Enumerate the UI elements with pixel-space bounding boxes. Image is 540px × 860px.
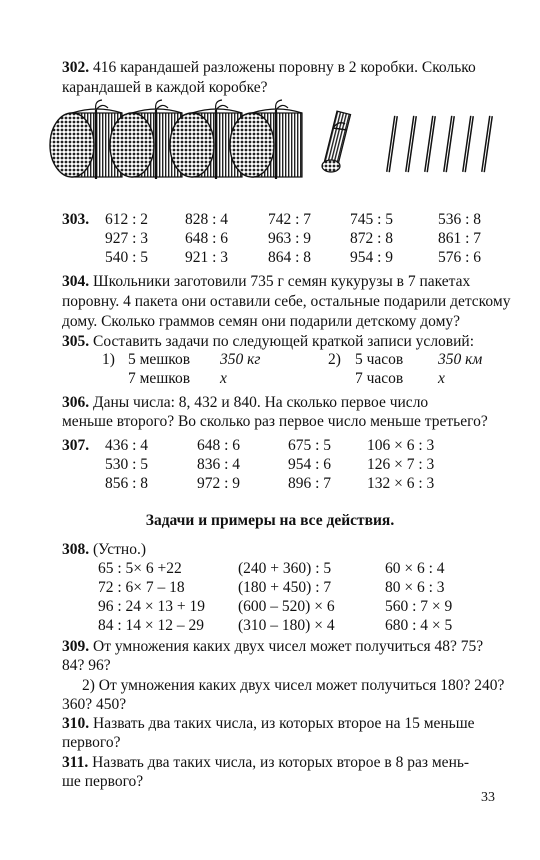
p303-cell: 872 : 8 xyxy=(350,230,394,247)
p307-cell: 648 : 6 xyxy=(197,437,241,454)
problem-number: 311. xyxy=(62,754,89,771)
bundle-face xyxy=(170,113,214,177)
p305-item1-r2b: x xyxy=(220,370,227,387)
problem-number: 310. xyxy=(62,715,90,732)
problem-text: Назвать два таких числа, из которых второе в 8 раз мень- xyxy=(92,754,470,771)
p307-cell: 954 : 6 xyxy=(288,456,332,473)
bundle-face xyxy=(110,113,154,177)
single-pencil-highlight xyxy=(445,116,453,172)
p308-cell: 680 : 4 × 5 xyxy=(385,617,453,634)
pencil-bundle xyxy=(230,100,302,179)
p307-cell: 436 : 4 xyxy=(105,437,149,454)
p305-marker-1: 1) xyxy=(102,351,115,368)
bundle-knot xyxy=(156,100,168,110)
p307-cell: 896 : 7 xyxy=(288,475,332,492)
p307-cell: 675 : 5 xyxy=(288,437,332,454)
problem-303-number: 303. xyxy=(62,211,90,228)
problem-308-line1 xyxy=(62,540,146,559)
problem-311-line1 xyxy=(62,753,469,772)
p307-cell: 972 : 9 xyxy=(197,475,241,492)
p303-cell: 954 : 9 xyxy=(350,249,394,266)
problem-305-line1 xyxy=(62,332,474,351)
p303-cell: 536 : 8 xyxy=(438,211,482,228)
problem-label: (Устно.) xyxy=(93,541,147,558)
p303-cell: 742 : 7 xyxy=(268,211,312,228)
problem-number: 302. xyxy=(62,59,90,76)
single-pencil-highlight xyxy=(464,116,472,172)
p305-item1-r2a: 7 мешков xyxy=(128,370,191,387)
p308-cell: (310 – 180) × 4 xyxy=(238,617,335,634)
problem-304-line1 xyxy=(62,272,470,291)
problem-309-line3: 2) От умножения каких двух чисел может получиться 180? 240? xyxy=(82,677,505,694)
single-pencil-highlight xyxy=(388,116,396,172)
p303-cell: 612 : 2 xyxy=(105,211,149,228)
problem-number: 305. xyxy=(62,333,90,350)
p305-item2-r2b: x xyxy=(438,370,445,387)
p305-item2-r1b: 350 км xyxy=(438,351,483,368)
single-pencil-highlight xyxy=(483,116,491,172)
problem-text: Школьники заготовили 735 г семян кукурузы в 7 пакетах xyxy=(93,273,471,290)
problem-309-line4: 360? 450? xyxy=(62,696,127,713)
problem-304-line2: поровну. 4 пакета они оставили себе, остальные подарили детскому xyxy=(62,293,511,310)
problem-number: 306. xyxy=(62,394,90,411)
problem-310-line1 xyxy=(62,714,475,733)
p303-cell: 921 : 3 xyxy=(185,249,229,266)
problem-304-line3: дому. Сколько граммов семян они подарили детскому дому? xyxy=(62,313,461,330)
p303-cell: 648 : 6 xyxy=(185,230,229,247)
single-pencil-highlight xyxy=(407,116,415,172)
p307-cell: 106 × 6 : 3 xyxy=(367,437,435,454)
p308-cell: 560 : 7 × 9 xyxy=(385,598,453,615)
p308-cell: 84 : 14 × 12 – 29 xyxy=(98,617,205,634)
problem-306-line2: меньше второго? Во сколько раз первое число меньше третьего? xyxy=(62,413,488,430)
problem-306-line1 xyxy=(62,393,428,412)
p308-cell: 60 × 6 : 4 xyxy=(385,560,445,577)
p303-cell: 864 : 8 xyxy=(268,249,312,266)
problem-number: 309. xyxy=(62,638,90,655)
p307-cell: 126 × 7 : 3 xyxy=(367,456,435,473)
p308-cell: (600 – 520) × 6 xyxy=(238,598,335,615)
p303-cell: 963 : 9 xyxy=(268,230,312,247)
problem-text: 416 карандашей разложены поровну в 2 коробки. Сколько xyxy=(93,59,476,76)
problem-text: От умножения каких двух чисел может получиться 48? 75? xyxy=(93,638,484,655)
section-heading: Задачи и примеры на все действия. xyxy=(145,512,395,529)
problem-number: 304. xyxy=(62,273,90,290)
p308-cell: 65 : 5× 6 +22 xyxy=(98,560,182,577)
p305-item2-r2a: 7 часов xyxy=(355,370,404,387)
problem-text: Даны числа: 8, 432 и 840. На сколько первое число xyxy=(93,394,429,411)
bundle-knot xyxy=(96,100,108,110)
p303-cell: 927 : 3 xyxy=(105,230,149,247)
p308-cell: 96 : 24 × 13 + 19 xyxy=(98,598,206,615)
bundle-face xyxy=(230,113,274,177)
bundle-face xyxy=(50,113,94,177)
p308-cell: 80 × 6 : 3 xyxy=(385,579,445,596)
problem-311-line2: ше первого? xyxy=(62,773,144,790)
p303-cell: 576 : 6 xyxy=(438,249,482,266)
problem-text: Назвать два таких числа, из которых второе на 15 меньше xyxy=(93,715,475,732)
problem-number: 308. xyxy=(62,541,90,558)
problem-310-line2: первого? xyxy=(62,734,121,751)
p308-cell: (180 + 450) : 7 xyxy=(238,579,332,596)
problem-309-line1 xyxy=(62,637,483,656)
p303-cell: 828 : 4 xyxy=(185,211,229,228)
bundle-knot xyxy=(276,100,288,110)
problem-309-line2: 84? 96? xyxy=(62,657,111,674)
p307-cell: 836 : 4 xyxy=(197,456,241,473)
problem-text: Составить задачи по следующей краткой записи условий: xyxy=(93,333,475,350)
p303-cell: 861 : 7 xyxy=(438,230,482,247)
p305-marker-2: 2) xyxy=(328,351,341,368)
p307-cell: 530 : 5 xyxy=(105,456,149,473)
single-pencil-highlight xyxy=(426,116,434,172)
p307-cell: 856 : 8 xyxy=(105,475,149,492)
p307-cell: 132 × 6 : 3 xyxy=(367,475,435,492)
p305-item1-r1b: 350 кг xyxy=(220,351,261,368)
problem-302-line2: карандашей в каждой коробке? xyxy=(62,79,268,96)
p308-cell: (240 + 360) : 5 xyxy=(238,560,332,577)
bundle-knot xyxy=(216,100,228,110)
p305-item1-r1a: 5 мешков xyxy=(128,351,191,368)
p303-cell: 540 : 5 xyxy=(105,249,149,266)
p303-cell: 745 : 5 xyxy=(350,211,394,228)
page-number: 33 xyxy=(481,790,495,805)
p305-item2-r1a: 5 часов xyxy=(355,351,404,368)
p308-cell: 72 : 6× 7 – 18 xyxy=(98,579,185,596)
problem-307-number: 307. xyxy=(62,437,90,454)
small-bundle-face xyxy=(322,160,340,172)
